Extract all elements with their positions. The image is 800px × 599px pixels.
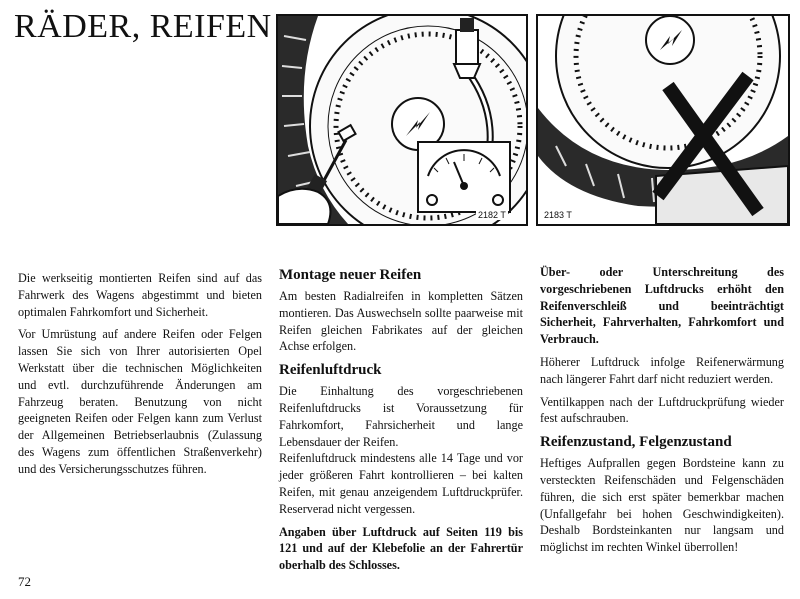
figure-code: 2182 T — [478, 210, 506, 220]
paragraph-tire-mounting: Am besten Radialreifen in kompletten Sätzen montieren. Das Auswechseln sollte paarweise mit Reifen gleichen Fabrikates auf der gleichen Achse erfolgen. — [279, 289, 523, 354]
heading-tire-mounting: Montage neuer Reifen — [279, 267, 422, 283]
paragraph-valve-caps: Ventilkappen nach der Luftdruckprüfung wieder fest aufschrauben. — [540, 394, 784, 426]
paragraph-pressure-reference: Angaben über Luftdruck auf Seiten 119 bis 121 und auf der Klebefolie an der Fahrertür oberhalb des Schlosses. — [279, 524, 523, 573]
illustration-curb-impact — [536, 14, 790, 226]
page-title: RÄDER, REIFEN — [14, 8, 272, 45]
paragraph-intro: Die werkseitig montierten Reifen sind auf das Fahrwerk des Wagens abgestimmt und bieten optimalen Fahrkomfort und Sicherheit. — [18, 271, 262, 319]
heading-tire-rim-condition: Reifenzustand, Felgenzustand — [540, 434, 732, 451]
page-number: 72 — [18, 574, 31, 589]
paragraph-warm-pressure: Höherer Luftdruck infolge Reifenerwärmung nach längerer Fahrt darf nicht reduziert werden. — [540, 354, 784, 386]
illustration-tire-pressure-check — [276, 14, 528, 226]
column-right — [540, 264, 784, 562]
figure-code: 2183 T — [544, 210, 572, 220]
heading-tire-pressure: Reifenluftdruck — [279, 362, 382, 379]
paragraph-pressure-deviation: Über- oder Unterschreitung des vorgeschriebenen Luftdrucks erhöht den Reifenverschleiß und beeinträchtigt Sicherheit, Fahrverhalten, Fahrkomfort und Verbrauch. — [540, 265, 784, 347]
paragraph-conversion: Vor Umrüstung auf andere Reifen oder Felgen lassen Sie sich von Ihrer autorisierten Opel Werkstatt über die technischen Möglichkeiten und evtl. durchzuführende Änderungen am Fahrzeug beraten. Benutzung von nicht geeigneten Reifen oder Felgen kann zum Verlust der Allgemeinen Betriebserlaubnis (Zulassung des Wagens zum öffentlichen Straßenverkehr) und des Versicherungsschutzes führen. — [18, 327, 262, 476]
curb-impact-drawing — [538, 16, 788, 224]
column-middle — [279, 266, 523, 580]
column-left — [18, 270, 262, 484]
paragraph-curb-impact: Heftiges Aufprallen gegen Bordsteine kann zu versteckten Reifenschäden und Felgenschäden führen, die sich erst später bemerkbar machen (Unfallgefahr bei hohen Geschwindigkeiten). Deshalb Bordsteinkanten nur langsam und möglichst im rechten Winkel überrollen! — [540, 456, 784, 555]
tire-gauge-drawing — [278, 16, 526, 224]
paragraph-pressure-importance: Die Einhaltung des vorgeschriebenen Reifenluftdrucks ist Voraussetzung für Fahrkomfort, Fahrsicherheit und lange Lebensdauer der Reifen. — [279, 384, 523, 449]
paragraph-pressure-check: Reifenluftdruck mindestens alle 14 Tage und vor jeder größeren Fahrt kontrollieren – bei kalten Reifen, mit genau anzeigendem Luftdruckprüfer. Reserverad nicht vergessen. — [279, 451, 523, 516]
